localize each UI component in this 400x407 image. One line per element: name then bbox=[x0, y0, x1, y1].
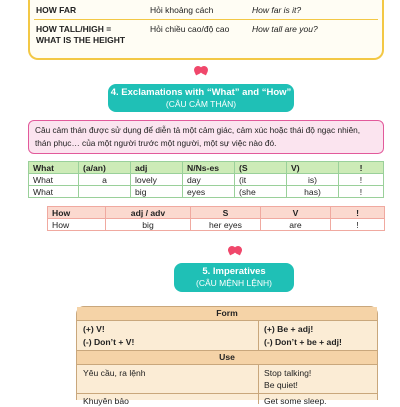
table-cell: ! bbox=[339, 186, 384, 198]
table-cell: big bbox=[106, 219, 191, 231]
row-divider bbox=[77, 364, 377, 365]
question-word: HOW TALL/HIGH = WHAT IS THE HEIGHT bbox=[36, 24, 126, 45]
section5-subtitle: (CÂU MỆNH LỆNH) bbox=[195, 278, 273, 288]
table-cell: (it bbox=[235, 174, 287, 186]
use-label: Yêu cầu, ra lệnh bbox=[83, 368, 146, 378]
header-cell: How bbox=[48, 207, 106, 219]
use-label: Khuyên bảo bbox=[83, 396, 129, 406]
form-positive-be: (+) Be + adj! bbox=[264, 324, 314, 334]
header-cell: V) bbox=[287, 162, 339, 174]
use-example: Be quiet! bbox=[264, 380, 298, 390]
form-header: Form bbox=[77, 307, 377, 320]
header-cell: (S bbox=[235, 162, 287, 174]
pin-icon bbox=[194, 66, 208, 76]
header-cell: (a/an) bbox=[79, 162, 131, 174]
table-cell: lovely bbox=[131, 174, 183, 186]
table-cell: ! bbox=[339, 174, 384, 186]
header-cell: S bbox=[191, 207, 261, 219]
question-meaning: Hỏi khoảng cách bbox=[150, 5, 214, 15]
section4-subtitle: (CÂU CẢM THÁN) bbox=[165, 99, 237, 109]
table-header-row bbox=[48, 207, 385, 219]
how-exclamation-table bbox=[47, 206, 385, 231]
table-cell bbox=[79, 186, 131, 198]
table-cell: What bbox=[29, 174, 79, 186]
table-cell: eyes bbox=[183, 186, 235, 198]
form-negative: (-) Don’t + V! bbox=[83, 337, 135, 347]
use-example: Get some sleep. bbox=[264, 396, 327, 406]
table-cell: day bbox=[183, 174, 235, 186]
question-example: How far is it? bbox=[252, 5, 302, 15]
pin-icon bbox=[228, 246, 242, 256]
row-divider bbox=[34, 19, 378, 20]
section5-heading bbox=[174, 263, 294, 292]
header-cell: What bbox=[29, 162, 79, 174]
header-cell: ! bbox=[339, 162, 384, 174]
use-example: Stop talking! bbox=[264, 368, 312, 378]
question-word: HOW FAR bbox=[36, 5, 77, 15]
row-divider bbox=[77, 320, 377, 321]
question-words-table bbox=[28, 0, 384, 60]
section4-title: 4. Exclamations with “What” and “How” bbox=[110, 87, 292, 98]
form-negative-be: (-) Don’t + be + adj! bbox=[264, 337, 342, 347]
header-cell: adj / adv bbox=[106, 207, 191, 219]
table-cell: are bbox=[261, 219, 331, 231]
question-example: How tall are you? bbox=[252, 24, 318, 34]
table-row bbox=[29, 186, 384, 198]
header-cell: N/Ns-es bbox=[183, 162, 235, 174]
table-cell: How bbox=[48, 219, 106, 231]
table-cell: What bbox=[29, 186, 79, 198]
table-cell: big bbox=[131, 186, 183, 198]
row-divider bbox=[77, 393, 377, 394]
table-cell: ! bbox=[331, 219, 385, 231]
use-header: Use bbox=[77, 351, 377, 364]
table-row bbox=[29, 174, 384, 186]
header-cell: adj bbox=[131, 162, 183, 174]
question-meaning: Hỏi chiều cao/độ cao bbox=[150, 24, 230, 34]
table-header-row bbox=[29, 162, 384, 174]
table-row bbox=[30, 5, 382, 16]
column-divider bbox=[258, 364, 259, 404]
imperatives-table bbox=[76, 306, 378, 406]
table-cell: a bbox=[79, 174, 131, 186]
section5-title: 5. Imperatives bbox=[202, 266, 266, 277]
table-cell: her eyes bbox=[191, 219, 261, 231]
column-divider bbox=[258, 320, 259, 350]
table-row bbox=[48, 219, 385, 231]
table-cell: is) bbox=[287, 174, 339, 186]
section4-heading bbox=[108, 84, 294, 112]
form-positive: (+) V! bbox=[83, 324, 105, 334]
table-cell: has) bbox=[287, 186, 339, 198]
table-row bbox=[30, 24, 382, 46]
exclamation-note: Câu cảm thán được sử dụng để diễn tả một cảm giác, cảm xúc hoặc thái độ ngạc nhiên, thán phục… của một người trước một người, một sự việc nào đó. bbox=[28, 120, 384, 154]
header-cell: V bbox=[261, 207, 331, 219]
table-cell: (she bbox=[235, 186, 287, 198]
what-exclamation-table bbox=[28, 161, 384, 198]
header-cell: ! bbox=[331, 207, 385, 219]
